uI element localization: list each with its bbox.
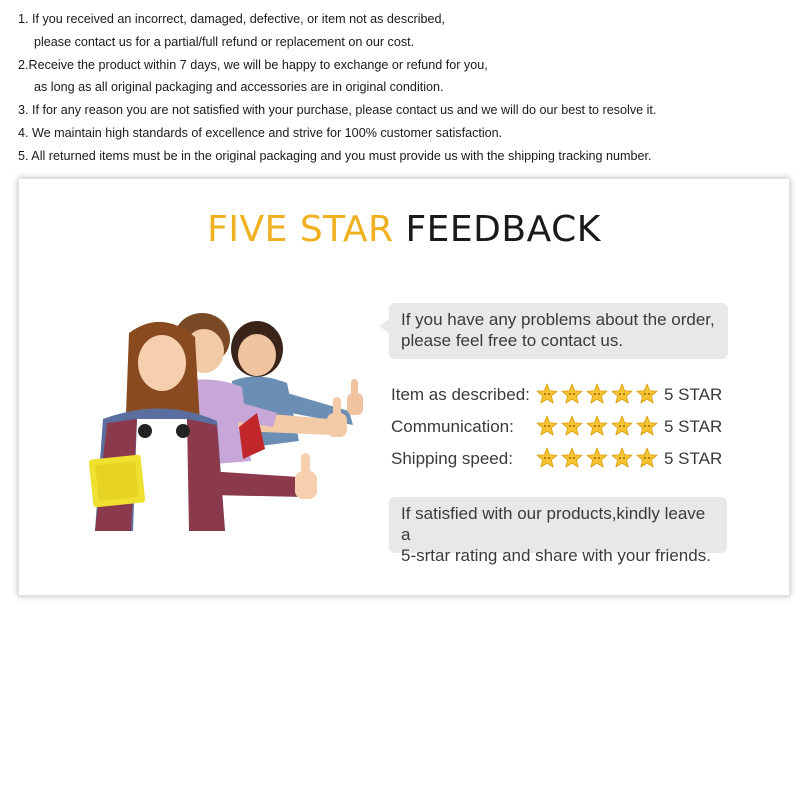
star-icon (536, 415, 558, 437)
star-icon (586, 447, 608, 469)
star-icon (611, 447, 633, 469)
star-rating (536, 383, 661, 407)
policy-line-1b: please contact us for a partial/full refund or replacement on our cost. (34, 34, 415, 49)
policy-line-2b: as long as all original packaging and accessories are in original condition. (34, 80, 444, 95)
thumbs-up-icon (347, 379, 363, 415)
star-icon (586, 383, 608, 405)
star-icon (561, 415, 583, 437)
rating-label: Shipping speed: (391, 449, 513, 468)
rating-value: 5 STAR (664, 417, 723, 436)
policy-line-2: 2.Receive the product within 7 days, we will be happy to exchange or refund for you, (18, 57, 488, 72)
star-icon (536, 383, 558, 405)
rating-value: 5 STAR (664, 449, 723, 468)
star-icon (561, 447, 583, 469)
five-star-feedback-banner (18, 178, 790, 596)
contact-bubble (389, 303, 728, 359)
rating-value: 5 STAR (664, 385, 723, 404)
banner-title (19, 209, 789, 250)
policy-line-5: 5. All returned items must be in the original packaging and you must provide us with the shipping tracking number. (18, 148, 652, 163)
thumbs-up-icon (295, 453, 317, 499)
star-icon (636, 447, 658, 469)
star-icon (636, 383, 658, 405)
rating-label: Communication: (391, 417, 514, 436)
banner-title-accent: FIVE STAR (207, 209, 394, 250)
star-icon (536, 447, 558, 469)
thumbs-up-icon (327, 397, 347, 437)
review-request-bubble (389, 497, 727, 565)
rating-label: Item as described: (391, 385, 530, 404)
review-bubble-line-2: 5-srtar rating and share with your friends. (401, 546, 711, 565)
star-icon (611, 383, 633, 405)
policy-line-4: 4. We maintain high standards of excellence and strive for 100% customer satisfaction. (18, 125, 503, 140)
star-rating (536, 447, 661, 471)
star-icon (636, 415, 658, 437)
return-policy (18, 8, 788, 168)
policy-line-3: 3. If for any reason you are not satisfied with your purchase, please contact us and we will do our best to resolve it. (18, 103, 657, 118)
contact-bubble-line-1: If you have any problems about the order, (401, 310, 715, 329)
star-icon (586, 415, 608, 437)
policy-line-1: 1. If you received an incorrect, damaged, defective, or item not as described, (18, 12, 446, 26)
star-icon (611, 415, 633, 437)
star-rating (536, 415, 661, 439)
contact-bubble-line-2: please feel free to contact us. (401, 331, 624, 350)
star-icon (561, 383, 583, 405)
teens-thumbs-up-illustration (67, 301, 377, 531)
review-bubble-line-1: If satisfied with our products,kindly leave a (401, 504, 706, 544)
banner-title-main: FEEDBACK (405, 209, 601, 250)
